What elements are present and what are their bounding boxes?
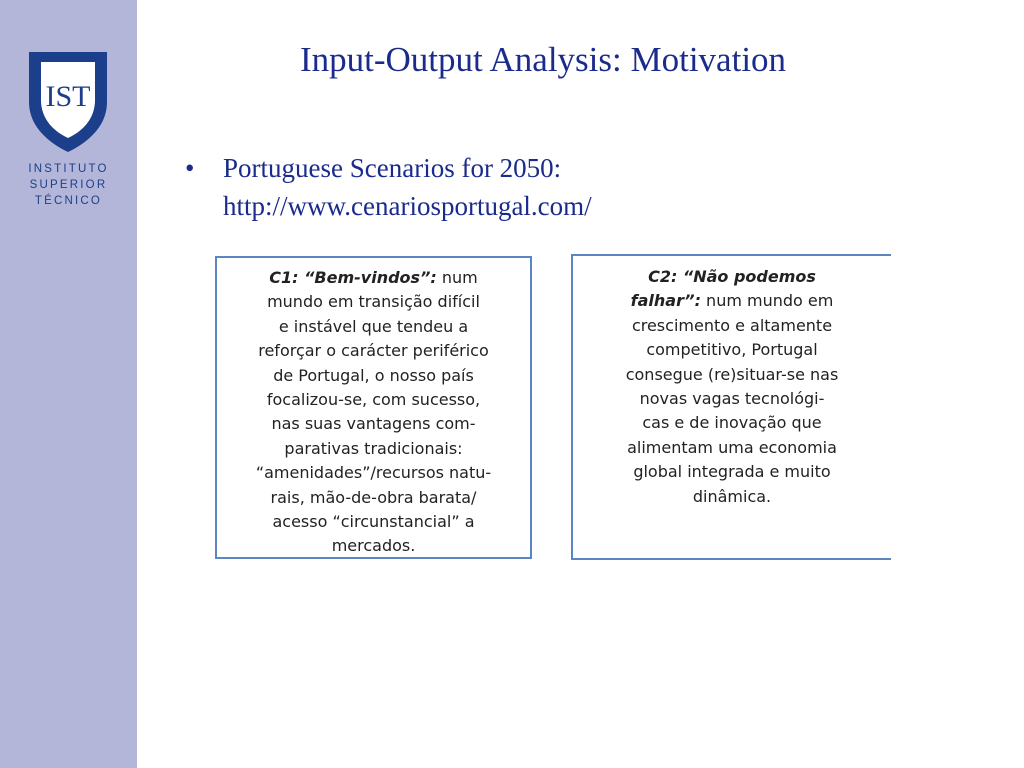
bullet-text	[223, 149, 923, 225]
card-c2-line: dinâmica.	[692, 486, 772, 506]
sidebar	[0, 0, 137, 768]
scenario-card-c1	[215, 256, 532, 559]
card-c2-line: cas e de inovação que	[642, 413, 822, 433]
scenario-card-c2	[571, 254, 891, 560]
card-c2-heading-line-1	[573, 265, 891, 289]
ist-logo-shield-icon	[27, 50, 109, 154]
card-c1-line: “amenidades”/recursos natu-	[255, 463, 492, 483]
logo-line-1: INSTITUTO	[28, 163, 109, 175]
card-c2-line: competitivo, Portugal	[646, 340, 818, 360]
bullet-line-1: Portuguese Scenarios for 2050:	[223, 153, 562, 183]
card-c2-line-1	[573, 289, 891, 313]
card-c1-line: nas suas vantagens com-	[271, 414, 476, 434]
slide-title: Input-Output Analysis: Motivation	[299, 40, 787, 79]
logo-wordmark	[0, 161, 137, 209]
card-c1-line: e instável que tendeu a	[278, 316, 469, 336]
card-c2-heading-part-1: C2: “Não podemos	[648, 267, 816, 286]
card-c1-line: parativas tradicionais:	[284, 438, 463, 458]
card-c1-line: de Portugal, o nosso país	[273, 365, 474, 385]
card-c1-heading: C1: “Bem-vindos”:	[269, 268, 437, 287]
card-c1-line: focalizou-se, com sucesso,	[266, 390, 481, 410]
card-c2-line: novas vagas tecnológi-	[639, 389, 825, 409]
card-c1-line: mercados.	[331, 536, 416, 556]
card-c1-line: rais, mão-de-obra barata/	[270, 487, 477, 507]
logo-line-2: SUPERIOR	[29, 179, 108, 191]
card-c2-heading-part-2: falhar”:	[630, 291, 701, 311]
card-c2-second-line-rest: num mundo em	[700, 291, 834, 311]
card-c1-line: mundo em transição difícil	[267, 292, 480, 312]
card-c2-line: consegue (re)situar-se nas	[625, 364, 839, 384]
bullet-line-2-link[interactable]: http://www.cenariosportugal.com/	[223, 191, 592, 221]
card-c1-line: reforçar o carácter periférico	[258, 341, 489, 361]
card-c2-line: alimentam uma economia	[627, 437, 837, 457]
card-c1-line-0	[217, 266, 530, 290]
logo-monogram: IST	[45, 80, 91, 113]
card-c1-first-line-rest: num	[436, 268, 478, 287]
card-c1-line: acesso “circunstancial” a	[272, 512, 475, 532]
card-c2-line: crescimento e altamente	[631, 315, 833, 335]
card-c2-line: global integrada e muito	[633, 462, 831, 482]
bullet-symbol: •	[185, 153, 195, 183]
logo-line-3: TÉCNICO	[34, 195, 103, 207]
